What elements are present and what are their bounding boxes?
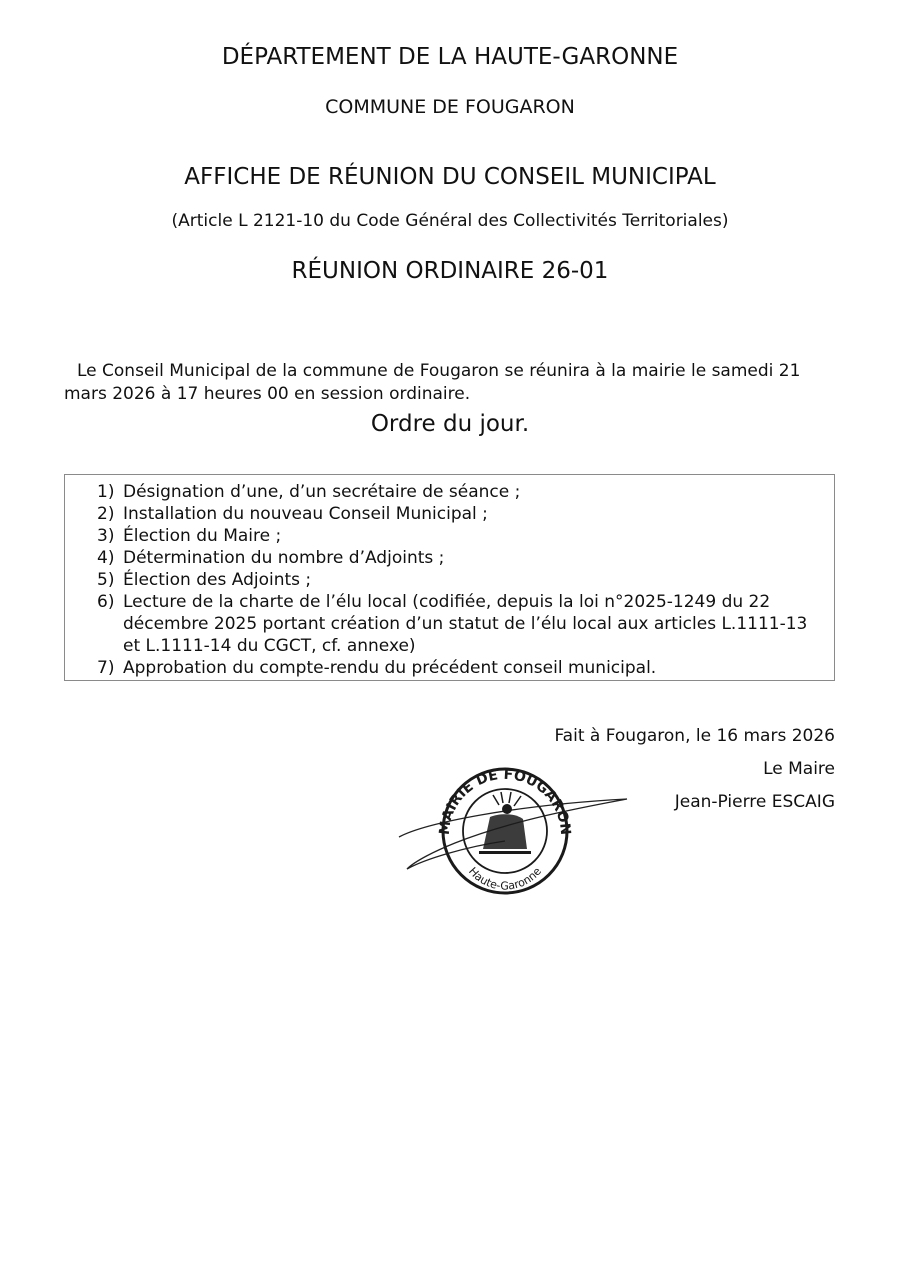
agenda-item-text: Lecture de la charte de l’élu local (codifiée, depuis la loi n°2025-1249 du 22 décembre 2025 portant création d’un statut de l’élu local aux articles L.1111-13 et L.1111-14 du CGCT, cf. annexe) (123, 592, 808, 656)
agenda-item-number: 6) (97, 592, 115, 612)
agenda-item (65, 481, 824, 503)
agenda-item-number: 4) (97, 548, 115, 568)
agenda-item-number: 3) (97, 526, 115, 546)
stamp-top-text: MAIRIE DE FOUGARON (436, 766, 574, 836)
agenda-heading: Ordre du jour. (370, 411, 530, 437)
agenda-item (65, 657, 824, 679)
signature-place-date: Fait à Fougaron, le 16 mars 2026 (554, 726, 835, 746)
agenda-item (65, 569, 824, 591)
agenda-item-text: Élection des Adjoints ; (123, 570, 312, 590)
marianne-emblem-icon (479, 792, 531, 854)
agenda-item-text: Approbation du compte-rendu du précédent conseil municipal. (123, 658, 657, 678)
agenda-item-text: Installation du nouveau Conseil Municipal ; (123, 504, 488, 524)
agenda-item (65, 503, 824, 525)
agenda-item-number: 5) (97, 570, 115, 590)
agenda-item (65, 547, 824, 569)
department-heading: DÉPARTEMENT DE LA HAUTE-GARONNE (221, 44, 679, 70)
agenda-item-number: 1) (97, 482, 115, 502)
meeting-announcement: Le Conseil Municipal de la commune de Fougaron se réunira à la mairie le samedi 21 mars 2026 à 17 heures 00 en session ordinaire. (64, 361, 801, 404)
agenda-item-text: Élection du Maire ; (123, 526, 282, 546)
agenda-item (65, 525, 824, 547)
document-title: AFFICHE DE RÉUNION DU CONSEIL MUNICIPAL (184, 164, 716, 190)
agenda-item-text: Détermination du nombre d’Adjoints ; (123, 548, 445, 568)
mayor-stamp-signature (395, 765, 635, 895)
commune-heading: COMMUNE DE FOUGARON (325, 96, 575, 118)
agenda-box (64, 474, 835, 681)
agenda-list (65, 475, 834, 679)
agenda-item-number: 2) (97, 504, 115, 524)
stamp-bottom-text: Haute-Garonne (465, 864, 544, 893)
meeting-reference: RÉUNION ORDINAIRE 26-01 (291, 258, 609, 284)
agenda-item (65, 591, 824, 657)
agenda-item-text: Désignation d’une, d’un secrétaire de séance ; (123, 482, 521, 502)
legal-reference: (Article L 2121-10 du Code Général des Collectivités Territoriales) (171, 211, 729, 231)
signatory-name: Jean-Pierre ESCAIG (674, 792, 835, 812)
agenda-item-number: 7) (97, 658, 115, 678)
signatory-role: Le Maire (763, 759, 835, 779)
